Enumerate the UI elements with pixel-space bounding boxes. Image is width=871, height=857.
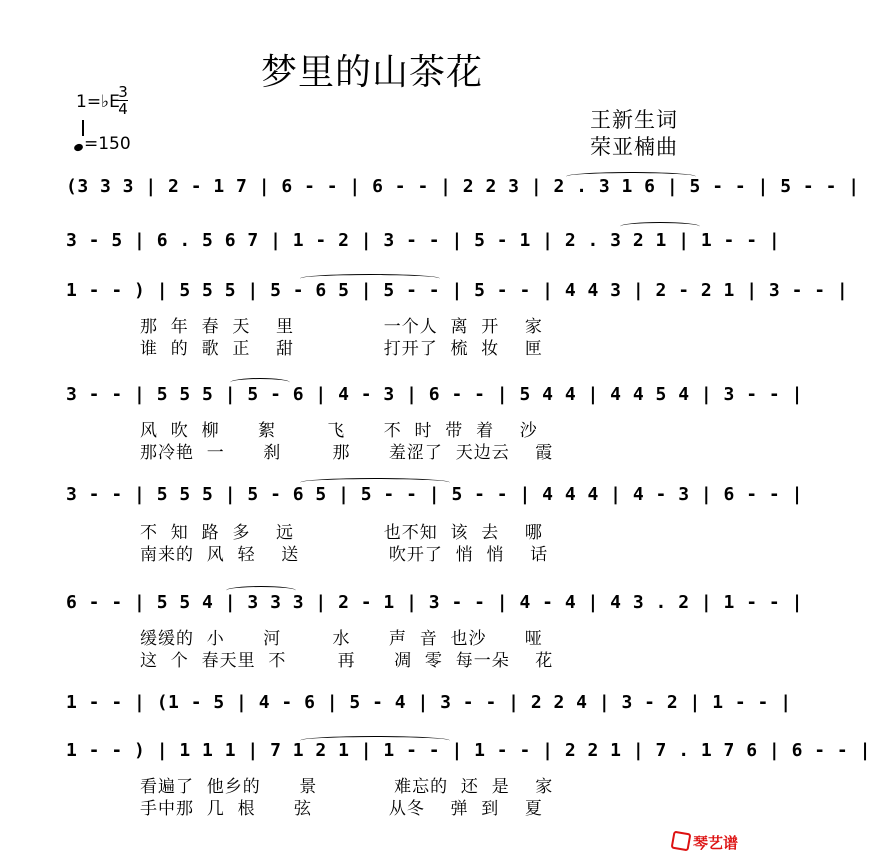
- score-line-5: [0, 484, 803, 514]
- lyric-verse-1: 风 吹 柳 絮 飞 不 时 带 着 沙: [140, 421, 538, 441]
- key-signature: [76, 92, 120, 112]
- tie-mark: [300, 478, 450, 487]
- key-text: 1=♭E: [76, 92, 120, 112]
- watermark-logo: [672, 832, 738, 853]
- quarter-note-icon: [74, 134, 84, 142]
- score-notes: 6 - - | 5 5 4 | 3 3 3 | 2 - 1 | 3 - - | 4 - 4 | 4 3 . 2 | 1 - - |: [66, 592, 803, 613]
- song-title: 梦里的山茶花: [260, 52, 483, 93]
- time-sig-top: 3: [118, 83, 128, 101]
- watermark-text: 琴艺谱: [692, 834, 738, 852]
- score-notes: 1 - - ) | 1 1 1 | 7 1 2 1 | 1 - - | 1 - - | 2 2 1 | 7 . 1 7 6 | 6 - - |: [66, 740, 871, 761]
- lyric-verse-2: 谁 的 歌 正 甜 打开了 梳 妆 匣: [140, 339, 543, 359]
- tie-mark: [300, 736, 450, 745]
- lyric-verse-2: 那冷艳 一 刹 那 羞涩了 天边云 霞: [140, 443, 554, 463]
- composer: 荣亚楠曲: [590, 135, 678, 159]
- tie-mark: [566, 172, 696, 181]
- lyric-verse-2: 这 个 春天里 不 再 凋 零 每一朵 花: [140, 651, 554, 671]
- score-line-4: [0, 384, 803, 414]
- score-line-7: [0, 692, 792, 722]
- tie-mark: [226, 586, 296, 595]
- tie-mark: [230, 378, 290, 387]
- time-signature: [118, 84, 128, 117]
- score-notes: 3 - - | 5 5 5 | 5 - 6 | 4 - 3 | 6 - - | 5 4 4 | 4 4 5 4 | 3 - - |: [66, 384, 803, 405]
- tie-mark: [620, 222, 700, 231]
- lyric-verse-1: 缓缓的 小 河 水 声 音 也沙 哑: [140, 629, 543, 649]
- score-line-3: [0, 280, 849, 310]
- tie-mark: [300, 274, 440, 283]
- tempo-marking: [74, 134, 131, 154]
- score-notes: (3 3 3 | 2 - 1 7 | 6 - - | 6 - - | 2 2 3 | 2 . 3 1 6 | 5 - - | 5 - - |: [66, 176, 860, 197]
- lyric-verse-1: 那 年 春 天 里 一个人 离 开 家: [140, 317, 543, 337]
- score-line-2: [0, 230, 781, 260]
- lyricist: 王新生词: [590, 108, 678, 132]
- score-notes: 3 - 5 | 6 . 5 6 7 | 1 - 2 | 3 - - | 5 - 1 | 2 . 3 2 1 | 1 - - |: [66, 230, 781, 251]
- lyric-verse-1: 不 知 路 多 远 也不知 该 去 哪: [140, 523, 543, 543]
- lyric-verse-2: 手中那 几 根 弦 从冬 弹 到 夏: [140, 799, 543, 819]
- time-sig-bottom: 4: [118, 100, 128, 118]
- score-notes: 3 - - | 5 5 5 | 5 - 6 5 | 5 - - | 5 - - | 4 4 4 | 4 - 3 | 6 - - |: [66, 484, 803, 505]
- score-line-6: [0, 592, 803, 622]
- lyric-verse-1: 看遍了 他乡的 景 难忘的 还 是 家: [140, 777, 554, 797]
- lyric-verse-2: 南来的 风 轻 送 吹开了 悄 悄 话: [140, 545, 549, 565]
- score-notes: 1 - - | (1 - 5 | 4 - 6 | 5 - 4 | 3 - - | 2 2 4 | 3 - 2 | 1 - - |: [66, 692, 792, 713]
- tempo-text: =150: [84, 134, 131, 154]
- score-notes: 1 - - ) | 5 5 5 | 5 - 6 5 | 5 - - | 5 - - | 4 4 3 | 2 - 2 1 | 3 - - |: [66, 280, 849, 301]
- logo-icon: [671, 831, 692, 852]
